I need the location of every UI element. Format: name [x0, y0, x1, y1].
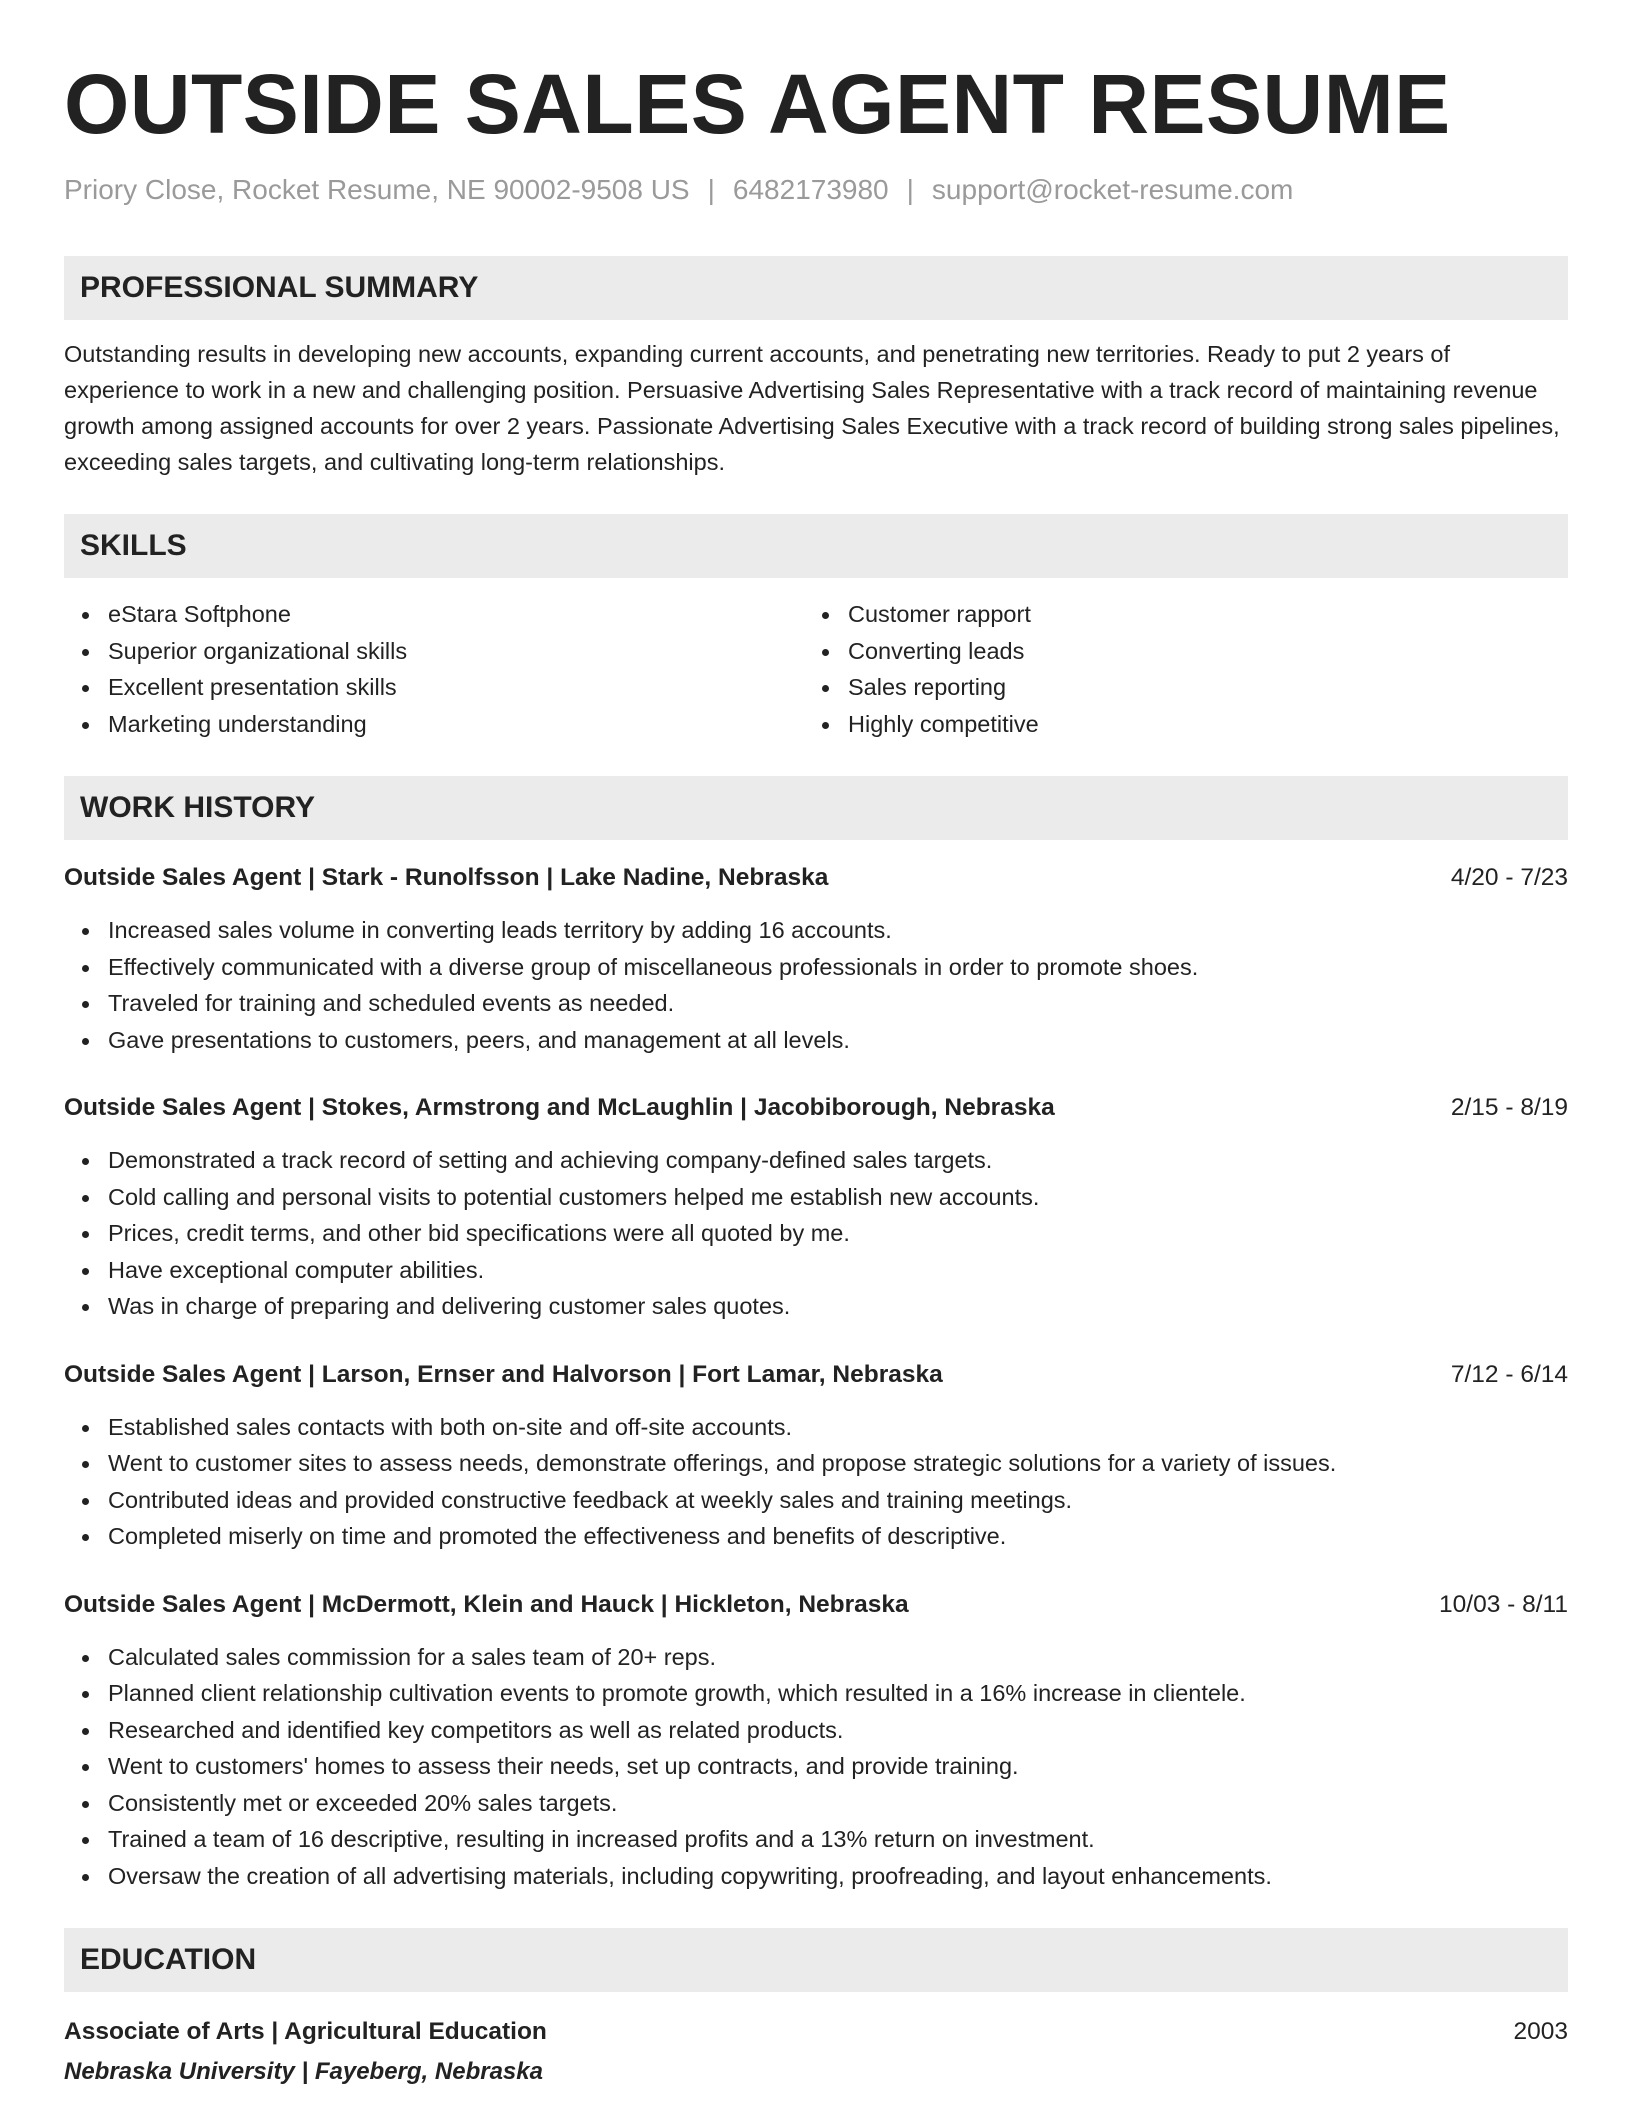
contact-line: [64, 174, 1568, 206]
skill-item: eStara Softphone: [64, 596, 804, 633]
job-bullet: Trained a team of 16 descriptive, resulting in increased profits and a 13% return on investment.: [64, 1821, 1568, 1858]
skill-item: Sales reporting: [804, 669, 1544, 706]
job-title: Outside Sales Agent | Stokes, Armstrong and McLaughlin | Jacobiborough, Nebraska: [64, 1094, 1055, 1121]
education-school: Nebraska University | Fayeberg, Nebraska: [64, 2058, 543, 2085]
job-bullet: Was in charge of preparing and delivering customer sales quotes.: [64, 1288, 1568, 1325]
skill-item: Superior organizational skills: [64, 633, 804, 670]
contact-separator: |: [707, 174, 715, 205]
job-bullet: Went to customers' homes to assess their needs, set up contracts, and provide training.: [64, 1748, 1568, 1785]
job-bullet: Completed miserly on time and promoted the effectiveness and benefits of descriptive.: [64, 1518, 1568, 1555]
skills-column-left: [64, 596, 804, 742]
job-bullet: Oversaw the creation of all advertising materials, including copywriting, proofreading, and layout enhancements.: [64, 1858, 1568, 1895]
job-bullet: Effectively communicated with a diverse group of miscellaneous professionals in order to promote shoes.: [64, 949, 1568, 986]
job-bullet: Established sales contacts with both on-site and off-site accounts.: [64, 1409, 1568, 1446]
contact-email: support@rocket-resume.com: [931, 174, 1294, 205]
education-degree: Associate of Arts | Agricultural Education: [64, 2018, 547, 2045]
skill-item: Converting leads: [804, 633, 1544, 670]
job-entry: [64, 860, 1568, 1058]
job-title: Outside Sales Agent | Larson, Ernser and Halvorson | Fort Lamar, Nebraska: [64, 1360, 943, 1388]
job-bullets: [64, 1639, 1568, 1895]
job-bullet: Increased sales volume in converting leads territory by adding 16 accounts.: [64, 912, 1568, 949]
job-bullet: Prices, credit terms, and other bid specifications were all quoted by me.: [64, 1215, 1568, 1252]
skill-item: Customer rapport: [804, 596, 1544, 633]
job-bullet: Planned client relationship cultivation events to promote growth, which resulted in a 16% increase in clientele.: [64, 1675, 1568, 1712]
section-heading-education: EDUCATION: [64, 1928, 1568, 1992]
skill-item: Highly competitive: [804, 706, 1544, 743]
job-bullets: [64, 1409, 1568, 1555]
job-entry: [64, 1090, 1568, 1325]
job-bullet: Traveled for training and scheduled events as needed.: [64, 985, 1568, 1022]
job-dates: 2/15 - 8/19: [1450, 1094, 1568, 1121]
education-year: 2003: [1513, 2018, 1568, 2045]
job-dates: 4/20 - 7/23: [1450, 864, 1568, 891]
resume-title: OUTSIDE SALES AGENT RESUME: [64, 57, 1451, 151]
section-heading-skills: SKILLS: [64, 514, 1568, 578]
skill-item: Excellent presentation skills: [64, 669, 804, 706]
skills-column-right: [804, 596, 1544, 742]
job-bullet: Have exceptional computer abilities.: [64, 1252, 1568, 1289]
education-entry: [64, 2012, 1568, 2052]
job-bullet: Demonstrated a track record of setting and achieving company-defined sales targets.: [64, 1142, 1568, 1179]
job-dates: 7/12 - 6/14: [1450, 1360, 1568, 1388]
section-heading-work-history: WORK HISTORY: [64, 776, 1568, 840]
job-dates: 10/03 - 8/11: [1439, 1590, 1568, 1618]
job-bullet: Went to customer sites to assess needs, demonstrate offerings, and propose strategic solutions for a variety of issues.: [64, 1445, 1568, 1482]
job-bullets: [64, 1142, 1568, 1325]
job-bullet: Researched and identified key competitors as well as related products.: [64, 1712, 1568, 1749]
job-bullet: Cold calling and personal visits to potential customers helped me establish new accounts.: [64, 1179, 1568, 1216]
job-bullet: Contributed ideas and provided constructive feedback at weekly sales and training meetings.: [64, 1482, 1568, 1519]
contact-phone: 6482173980: [732, 174, 889, 205]
skill-item: Marketing understanding: [64, 706, 804, 743]
job-title: Outside Sales Agent | Stark - Runolfsson | Lake Nadine, Nebraska: [64, 864, 829, 891]
job-bullet: Consistently met or exceeded 20% sales targets.: [64, 1785, 1568, 1822]
job-bullet: Calculated sales commission for a sales team of 20+ reps.: [64, 1639, 1568, 1676]
contact-address: Priory Close, Rocket Resume, NE 90002-9508 US: [64, 174, 690, 205]
job-entry: [64, 1587, 1568, 1895]
summary-text: Outstanding results in developing new accounts, expanding current accounts, and penetrating new territories. Ready to put 2 years of experience to work in a new and challenging position. Persuasive Advertising Sales Representative with a track record of maintaining revenue growth among assigned accounts for over 2 years. Passionate Advertising Sales Executive with a track record of building strong sales pipelines, exceeding sales targets, and cultivating long-term relationships.: [64, 341, 1560, 475]
job-bullets: [64, 912, 1568, 1058]
contact-separator: |: [906, 174, 914, 205]
section-heading-summary: PROFESSIONAL SUMMARY: [64, 256, 1568, 320]
skills-list: [64, 596, 1568, 742]
job-entry: [64, 1357, 1568, 1555]
job-bullet: Gave presentations to customers, peers, and management at all levels.: [64, 1022, 1568, 1059]
job-title: Outside Sales Agent | McDermott, Klein and Hauck | Hickleton, Nebraska: [64, 1590, 909, 1618]
